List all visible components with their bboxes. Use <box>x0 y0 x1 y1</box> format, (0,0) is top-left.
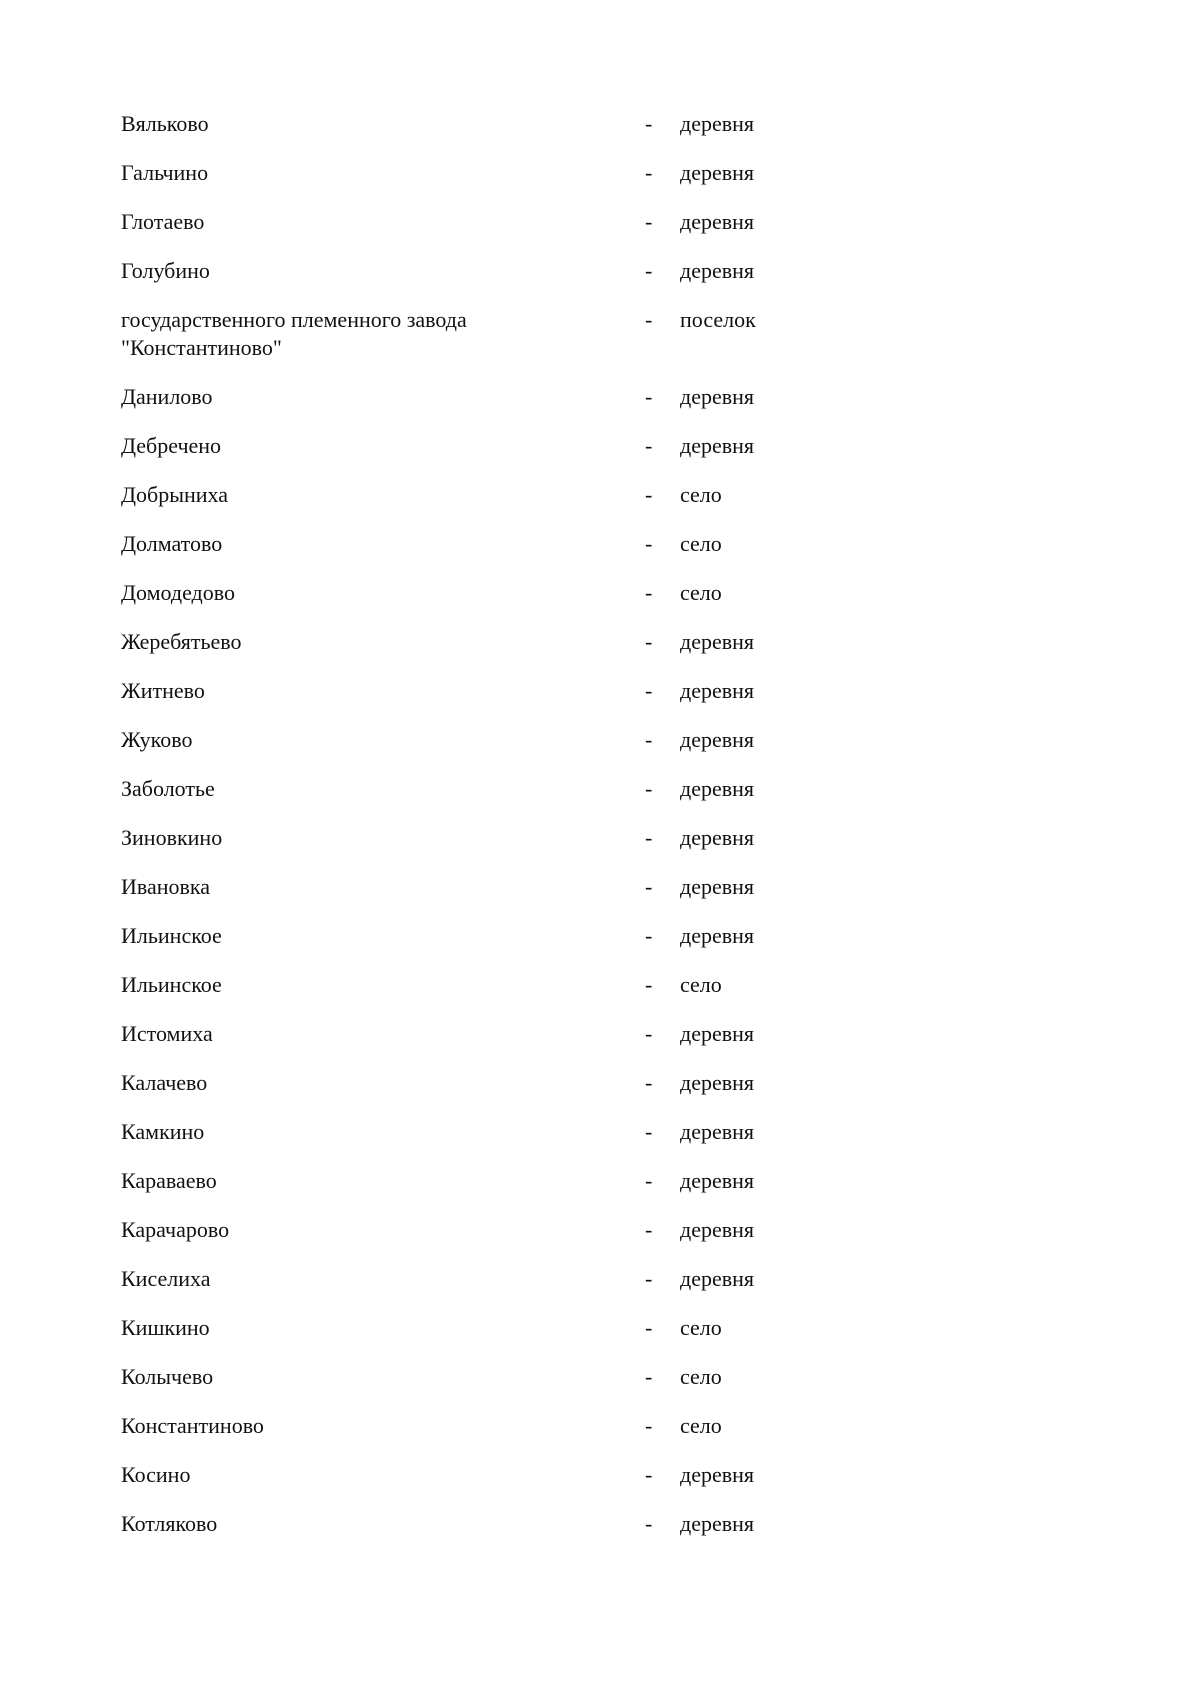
settlement-name: Заболотье <box>121 776 215 801</box>
separator-dash: - <box>645 1217 653 1242</box>
separator-dash: - <box>645 1462 653 1487</box>
list-item <box>121 1461 821 1489</box>
settlement-type: деревня <box>680 727 755 752</box>
separator-dash: - <box>645 482 653 507</box>
settlement-name: Жуково <box>121 727 193 752</box>
separator-dash: - <box>645 825 653 850</box>
settlement-type: деревня <box>680 1070 755 1095</box>
separator-dash: - <box>645 1413 653 1438</box>
settlement-name: Житнево <box>121 678 205 703</box>
settlement-name: Котляково <box>121 1511 218 1536</box>
settlement-type: деревня <box>680 1021 755 1046</box>
separator-dash: - <box>645 1364 653 1389</box>
settlement-type: деревня <box>680 1217 755 1242</box>
list-item <box>121 383 821 411</box>
list-item <box>121 1069 821 1097</box>
settlement-name: Вяльково <box>121 111 209 136</box>
settlement-name: Константиново <box>121 1413 264 1438</box>
separator-dash: - <box>645 874 653 899</box>
settlement-name: Ильинское <box>121 972 222 997</box>
separator-dash: - <box>645 972 653 997</box>
separator-dash: - <box>645 160 653 185</box>
separator-dash: - <box>645 384 653 409</box>
settlement-type: поселок <box>680 307 756 332</box>
separator-dash: - <box>645 727 653 752</box>
list-item <box>121 159 821 187</box>
settlement-type: деревня <box>680 776 755 801</box>
list-item <box>121 1314 821 1342</box>
separator-dash: - <box>645 1511 653 1536</box>
settlement-name: государственного племенного завода "Константиново" <box>121 307 467 360</box>
list-item <box>121 579 821 607</box>
settlement-type: деревня <box>680 1462 755 1487</box>
list-item <box>121 1020 821 1048</box>
settlement-type: деревня <box>680 825 755 850</box>
settlement-type: деревня <box>680 1119 755 1144</box>
separator-dash: - <box>645 531 653 556</box>
settlement-type: деревня <box>680 678 755 703</box>
settlement-type: деревня <box>680 160 755 185</box>
list-item <box>121 677 821 705</box>
separator-dash: - <box>645 678 653 703</box>
settlement-type: село <box>680 1413 722 1438</box>
list-item <box>121 110 821 138</box>
separator-dash: - <box>645 111 653 136</box>
separator-dash: - <box>645 1315 653 1340</box>
settlement-name: Ильинское <box>121 923 222 948</box>
settlement-name: Глотаево <box>121 209 205 234</box>
settlement-name: Жеребятьево <box>121 629 242 654</box>
list-item <box>121 1118 821 1146</box>
settlement-type: деревня <box>680 209 755 234</box>
list-item <box>121 481 821 509</box>
settlement-name: Данилово <box>121 384 213 409</box>
separator-dash: - <box>645 307 653 332</box>
settlement-type: деревня <box>680 923 755 948</box>
list-item <box>121 775 821 803</box>
list-item <box>121 257 821 285</box>
list-item <box>121 971 821 999</box>
list-item <box>121 628 821 656</box>
separator-dash: - <box>645 209 653 234</box>
separator-dash: - <box>645 1119 653 1144</box>
list-item <box>121 530 821 558</box>
settlement-name: Карачарово <box>121 1217 230 1242</box>
settlement-type: село <box>680 972 722 997</box>
settlement-type: деревня <box>680 629 755 654</box>
list-item <box>121 1510 821 1538</box>
separator-dash: - <box>645 776 653 801</box>
settlement-name: Домодедово <box>121 580 235 605</box>
settlement-name: Колычево <box>121 1364 214 1389</box>
settlement-type: деревня <box>680 1266 755 1291</box>
settlement-type: село <box>680 531 722 556</box>
settlement-name: Добрыниха <box>121 482 229 507</box>
separator-dash: - <box>645 433 653 458</box>
settlement-type: деревня <box>680 1168 755 1193</box>
settlement-type: деревня <box>680 258 755 283</box>
settlement-list <box>121 110 821 1559</box>
list-item <box>121 726 821 754</box>
settlement-type: село <box>680 580 722 605</box>
settlement-type: село <box>680 1364 722 1389</box>
settlement-name: Истомиха <box>121 1021 213 1046</box>
separator-dash: - <box>645 1070 653 1095</box>
list-item <box>121 1265 821 1293</box>
settlement-name: Косино <box>121 1462 191 1487</box>
separator-dash: - <box>645 1168 653 1193</box>
settlement-type: деревня <box>680 111 755 136</box>
list-item <box>121 922 821 950</box>
list-item <box>121 306 821 362</box>
settlement-name: Голубино <box>121 258 210 283</box>
separator-dash: - <box>645 629 653 654</box>
separator-dash: - <box>645 1266 653 1291</box>
separator-dash: - <box>645 923 653 948</box>
list-item <box>121 873 821 901</box>
list-item <box>121 1412 821 1440</box>
list-item <box>121 432 821 460</box>
settlement-name: Дебречено <box>121 433 222 458</box>
settlement-name: Киселиха <box>121 1266 211 1291</box>
settlement-name: Кишкино <box>121 1315 210 1340</box>
settlement-type: деревня <box>680 384 755 409</box>
settlement-name: Гальчино <box>121 160 209 185</box>
separator-dash: - <box>645 258 653 283</box>
list-item <box>121 208 821 236</box>
list-item <box>121 1216 821 1244</box>
separator-dash: - <box>645 580 653 605</box>
settlement-type: деревня <box>680 874 755 899</box>
list-item <box>121 824 821 852</box>
list-item <box>121 1363 821 1391</box>
settlement-name: Камкино <box>121 1119 205 1144</box>
settlement-type: село <box>680 1315 722 1340</box>
settlement-type: деревня <box>680 433 755 458</box>
settlement-type: село <box>680 482 722 507</box>
settlement-name: Калачево <box>121 1070 208 1095</box>
settlement-type: деревня <box>680 1511 755 1536</box>
settlement-name: Караваево <box>121 1168 217 1193</box>
settlement-name: Ивановка <box>121 874 211 899</box>
settlement-name: Долматово <box>121 531 223 556</box>
list-item <box>121 1167 821 1195</box>
separator-dash: - <box>645 1021 653 1046</box>
settlement-name: Зиновкино <box>121 825 223 850</box>
